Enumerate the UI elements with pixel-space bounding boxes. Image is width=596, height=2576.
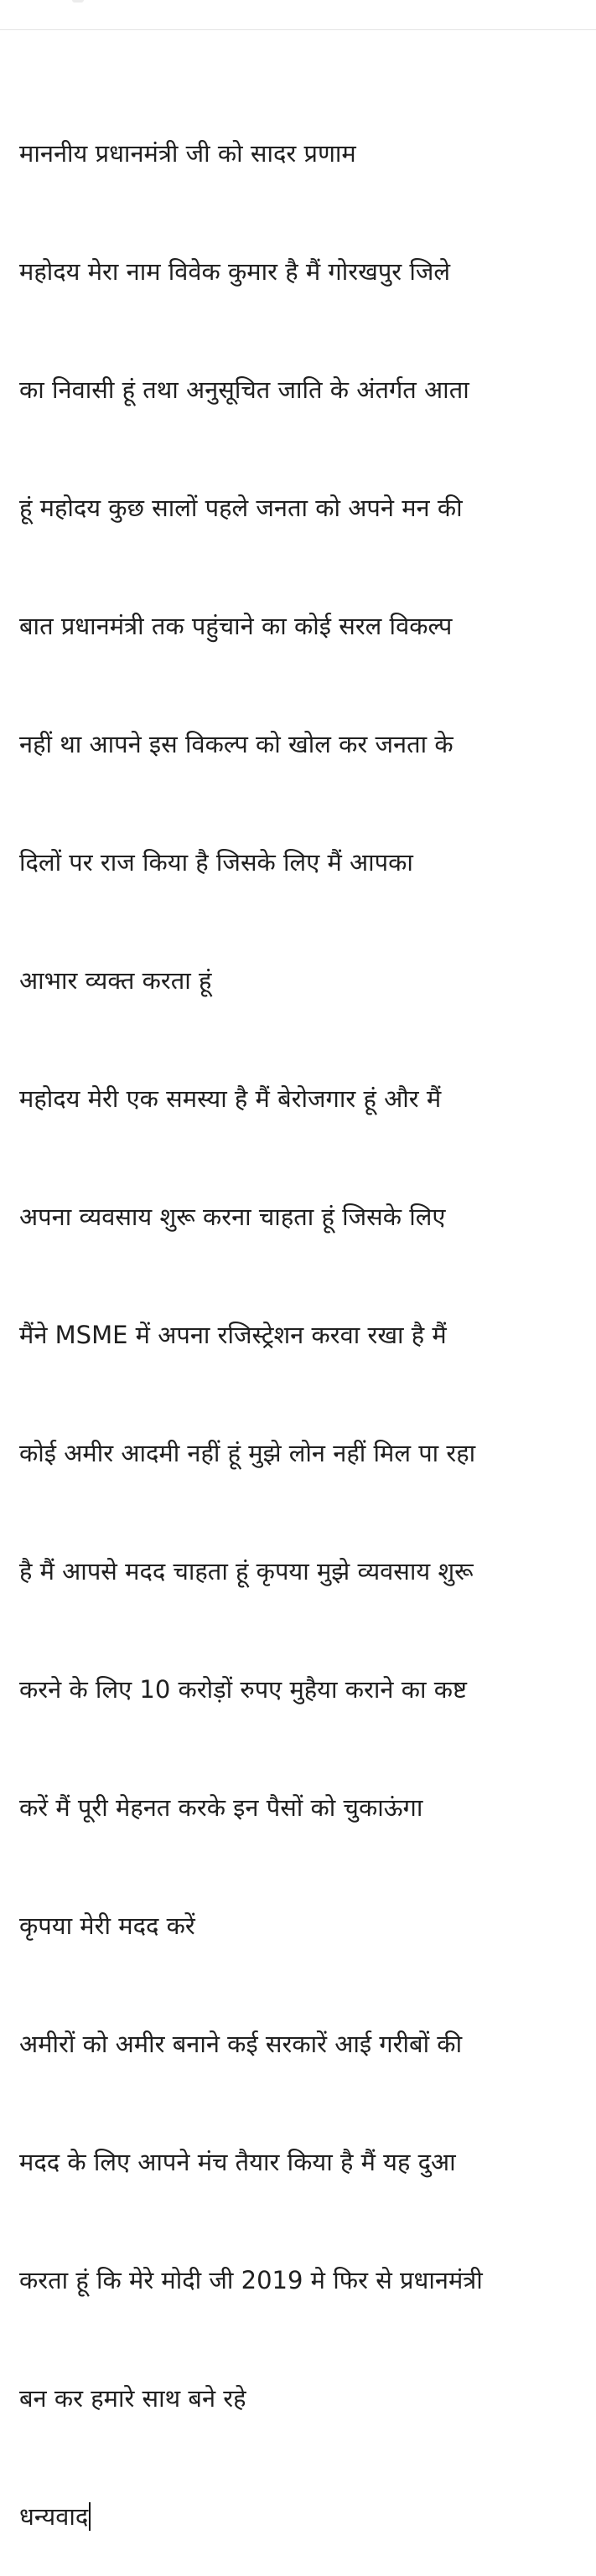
top-bar-divider [0, 29, 596, 30]
editor-line: का निवासी हूं तथा अनुसूचित जाति के अंतर्गत आता [19, 375, 469, 404]
editor-line: महोदय मेरा नाम विवेक कुमार है मैं गोरखपुर जिले [19, 257, 451, 286]
editor-line: बन कर हमारे साथ बने रहे [19, 2384, 246, 2413]
editor-line: कृपया मेरी मदद करें [19, 1911, 195, 1940]
editor-line: माननीय प्रधानमंत्री जी को सादर प्रणाम [19, 139, 356, 168]
text-cursor [89, 2502, 91, 2531]
editor-line: अमीरों को अमीर बनाने कई सरकारें आई गरीबों की [19, 2030, 463, 2058]
editor-last-line [19, 2497, 583, 2537]
top-bar-indicator [72, 0, 84, 3]
editor-line: मैंने MSME में अपना रजिस्ट्रेशन करवा रखा है मैं [19, 1321, 447, 1349]
editor-line: करने के लिए 10 करोड़ों रुपए मुहैया कराने का कष्ट [19, 1675, 467, 1704]
editor-line: कोई अमीर आदमी नहीं हूं मुझे लोन नहीं मिल पा रहा [19, 1439, 476, 1467]
editor-line: नहीं था आपने इस विकल्प को खोल कर जनता के [19, 730, 453, 758]
editor-line: करें मैं पूरी मेहनत करके इन पैसों को चुकाऊंगा [19, 1793, 423, 1822]
editor-line: दिलों पर राज किया है जिसके लिए मैं आपका [19, 848, 413, 877]
editor-line: मदद के लिए आपने मंच तैयार किया है मैं यह दुआ [19, 2148, 456, 2176]
editor-line-text: धन्यवाद [19, 2502, 89, 2531]
editor-line: है मैं आपसे मदद चाहता हूं कृपया मुझे व्यवसाय शुरू [19, 1557, 474, 1585]
editor-line: हूं महोदय कुछ सालों पहले जनता को अपने मन की [19, 494, 463, 522]
editor-line: अपना व्यवसाय शुरू करना चाहता हूं जिसके लिए [19, 1203, 446, 1231]
editor-line: आभार व्यक्त करता हूं [19, 966, 212, 995]
text-editor[interactable] [19, 55, 583, 2531]
editor-line: बात प्रधानमंत्री तक पहुंचाने का कोई सरल विकल्प [19, 612, 453, 640]
editor-line: करता हूं कि मेरे मोदी जी 2019 मे फिर से प्रधानमंत्री [19, 2266, 483, 2294]
editor-line: महोदय मेरी एक समस्या है मैं बेरोजगार हूं और मैं [19, 1084, 442, 1113]
top-bar [0, 0, 596, 30]
